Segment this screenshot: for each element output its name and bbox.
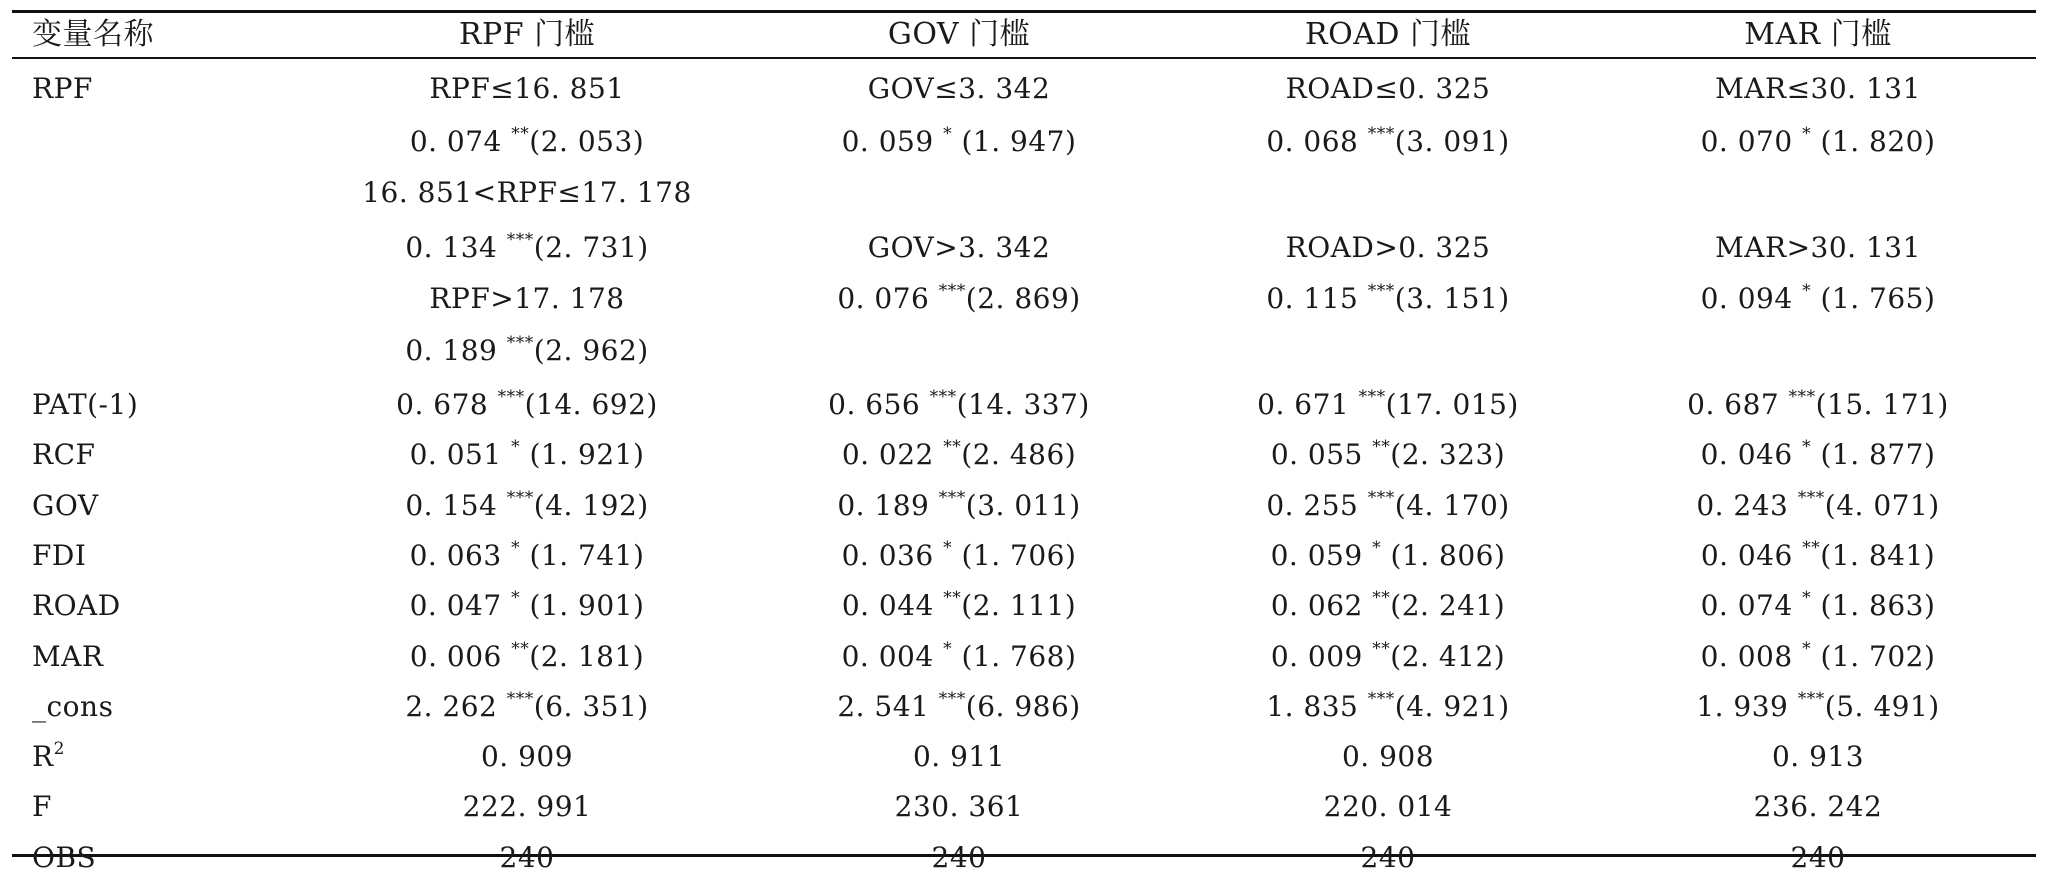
variable-name-cell: $R^2$ [32,739,65,774]
coefficient-cell: 0. 189 ***(2. 962) [405,333,649,367]
coefficient-cell: GOV>3. 342 [867,231,1051,264]
coefficient-cell: 0. 115 ***(3. 151) [1266,281,1510,315]
table-row [12,581,2036,631]
coefficient-cell: 230. 361 [894,790,1024,824]
coefficient-cell: 0. 074 * (1. 863) [1700,588,1936,623]
coefficient-cell: 0. 656 ***(14. 337) [828,387,1090,421]
coefficient-cell: 16. 851<RPF≤17. 178 [362,176,692,209]
variable-name-cell: MAR [32,639,104,673]
coefficient-cell: 0. 094 * (1. 765) [1700,281,1936,315]
coefficient-cell: 240 [499,840,555,874]
coefficient-cell: 0. 074 **(2. 053) [409,124,645,158]
coefficient-cell: 0. 063 * (1. 741) [409,537,645,572]
variable-name-cell: RPF [32,72,93,105]
coefficient-cell: 0. 189 ***(3. 011) [837,487,1081,522]
coefficient-cell: 236. 242 [1753,790,1883,824]
coefficient-cell: RPF≤16. 851 [429,72,625,105]
table-row [12,782,2036,832]
header-rpf-threshold: RPF 门槛 [458,17,596,52]
coefficient-cell: 240 [1360,840,1416,874]
table-row [12,481,2036,531]
coefficient-cell: 0. 076 ***(2. 869) [837,281,1081,315]
coefficient-cell: 222. 991 [462,790,592,824]
coefficient-cell: 0. 059 * (1. 947) [841,124,1077,158]
coefficient-cell: 0. 059 * (1. 806) [1270,537,1506,572]
variable-name-cell: _cons [32,689,114,723]
coefficient-cell: 240 [1790,840,1846,874]
coefficient-cell: ROAD>0. 325 [1285,231,1491,264]
coefficient-cell: 0. 134 ***(2. 731) [405,230,649,264]
table-row [12,380,2036,430]
coefficient-cell: 0. 047 * (1. 901) [409,588,645,623]
coefficient-cell: 0. 913 [1771,740,1865,774]
table-row [12,531,2036,581]
variable-name-cell: RCF [32,438,96,472]
coefficient-cell: 0. 062 **(2. 241) [1270,588,1506,623]
coefficient-cell: 0. 255 ***(4. 170) [1266,487,1510,522]
header-road-threshold: ROAD 门槛 [1305,17,1471,52]
table-row [12,117,2036,167]
table-row [12,430,2036,480]
table-row [12,732,2036,782]
coefficient-cell: 0. 911 [912,740,1006,774]
coefficient-cell: GOV≤3. 342 [867,72,1051,105]
coefficient-cell: ROAD≤0. 325 [1285,72,1491,105]
coefficient-cell: MAR>30. 131 [1715,231,1921,264]
table-row [12,833,2036,883]
coefficient-cell: 0. 009 **(2. 412) [1270,638,1506,673]
table-header-row [12,13,2036,63]
table-row [12,326,2036,376]
coefficient-cell: 1. 939 ***(5. 491) [1696,688,1940,723]
coefficient-cell: 0. 046 * (1. 877) [1700,437,1936,472]
variable-name-cell: FDI [32,538,87,572]
coefficient-cell: 0. 055 **(2. 323) [1270,437,1506,472]
header-mar-threshold: MAR 门槛 [1744,17,1892,52]
variable-name-cell: ROAD [32,589,121,623]
coefficient-cell: 0. 154 ***(4. 192) [405,487,649,522]
coefficient-cell: 2. 541 ***(6. 986) [837,688,1081,723]
coefficient-cell: 0. 022 **(2. 486) [841,437,1077,472]
variable-name-cell: F [32,790,52,824]
coefficient-cell: 1. 835 ***(4. 921) [1266,688,1510,723]
coefficient-cell: 240 [931,840,987,874]
coefficient-cell: 2. 262 ***(6. 351) [405,688,649,723]
table-row [12,682,2036,732]
header-variable-name: 变量名称 [32,17,154,52]
coefficient-cell: 0. 908 [1341,740,1435,774]
coefficient-cell: 0. 678 ***(14. 692) [396,387,658,421]
coefficient-cell: 0. 070 * (1. 820) [1700,124,1936,158]
coefficient-cell: 0. 036 * (1. 706) [841,537,1077,572]
coefficient-cell: 0. 046 **(1. 841) [1700,537,1936,572]
variable-name-cell: GOV [32,488,99,522]
coefficient-cell: 0. 008 * (1. 702) [1700,638,1936,673]
coefficient-cell: 0. 909 [480,740,574,774]
coefficient-cell: 0. 044 **(2. 111) [841,588,1077,623]
table-row [12,274,2036,324]
coefficient-cell: 220. 014 [1323,790,1453,824]
coefficient-cell: 0. 243 ***(4. 071) [1696,487,1940,522]
table-row [12,168,2036,218]
table-row [12,632,2036,682]
coefficient-cell: 0. 068 ***(3. 091) [1266,124,1510,158]
coefficient-cell: 0. 004 * (1. 768) [841,638,1077,673]
coefficient-cell: 0. 687 ***(15. 171) [1687,387,1949,421]
variable-name-cell: PAT(-1) [32,388,139,421]
coefficient-cell: 0. 051 * (1. 921) [409,437,645,472]
table-row [12,223,2036,273]
coefficient-cell: RPF>17. 178 [429,282,625,315]
coefficient-cell: MAR≤30. 131 [1715,72,1921,105]
variable-name-cell: OBS [32,840,97,874]
header-gov-threshold: GOV 门槛 [887,17,1031,52]
coefficient-cell: 0. 671 ***(17. 015) [1257,387,1519,421]
table-row [12,64,2036,114]
coefficient-cell: 0. 006 **(2. 181) [409,638,645,673]
